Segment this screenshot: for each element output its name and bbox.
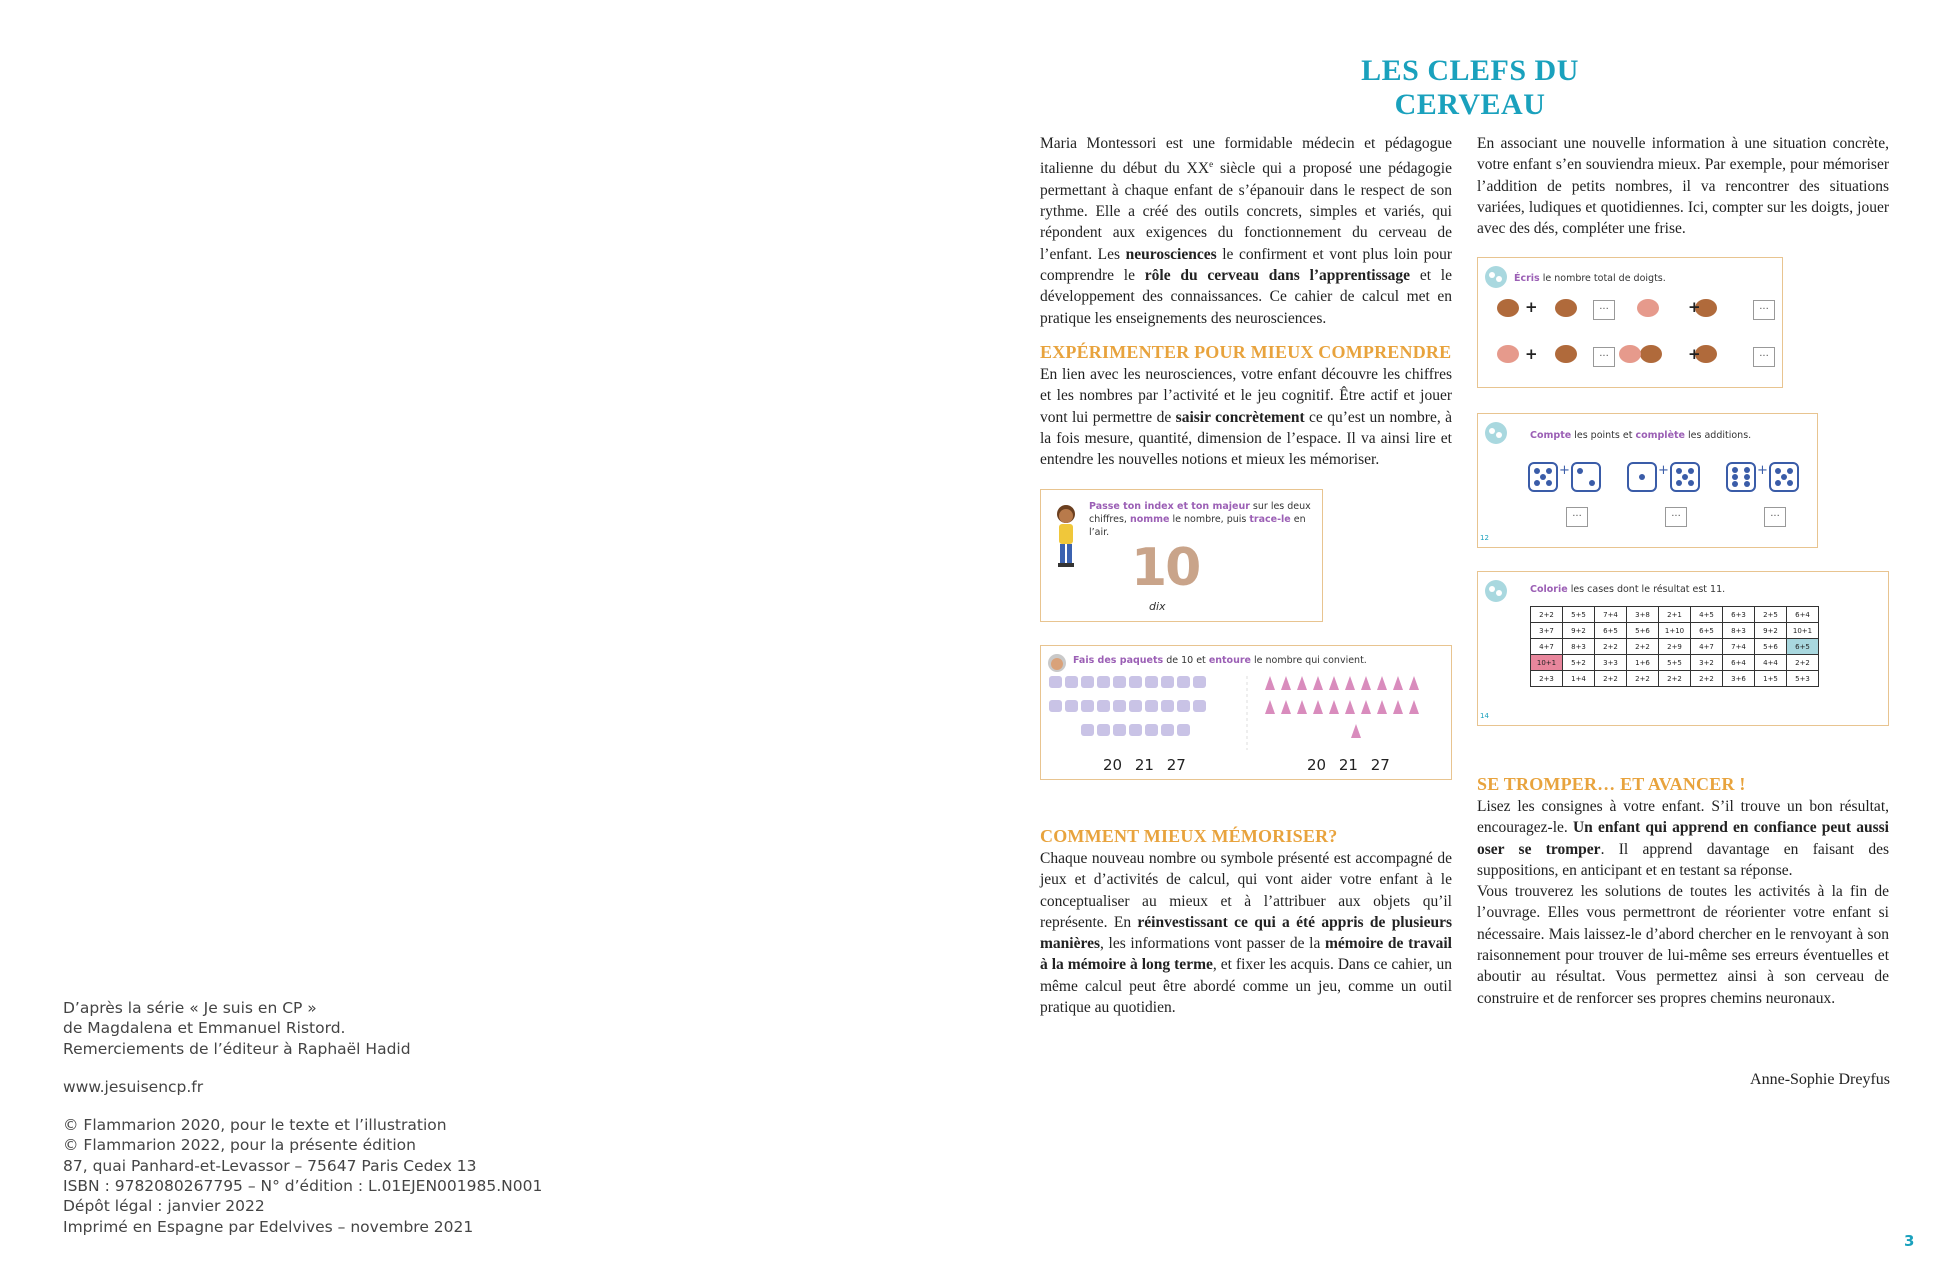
page-number: 3 — [1904, 1232, 1915, 1250]
grid-row — [1531, 639, 1819, 655]
grid-cell[interactable]: 4+7 — [1691, 639, 1723, 655]
grid-cell[interactable]: 5+3 — [1787, 671, 1819, 687]
se-tromper-text: Lisez les consignes à votre enfant. S’il trouve un bon résultat, encouragez-le. Un enfant qui apprend en confiance peut aussi oser se tromper. Il apprend davantage en faisant des suppositions, en anticipant et en testant sa réponse. Vous trouverez les solutions de toutes les activités à la fin de l’ouvrage. Elles vous permettront de réorienter votre enfant si nécessaire. Mais laissez-le d’abord chercher en le renvoyant à son raisonnement pour trouver de lui-même ses erreurs éventuelles et aboutir au résultat. Vous permettez ainsi à son cerveau de construire et de renforcer ses propres chemins neuronaux. — [1477, 798, 1889, 1007]
grid-cell[interactable]: 9+2 — [1563, 623, 1595, 639]
grid-cell[interactable]: 2+2 — [1659, 671, 1691, 687]
grid-cell[interactable]: 2+2 — [1595, 639, 1627, 655]
grid-cell[interactable]: 5+2 — [1563, 655, 1595, 671]
grid-cell[interactable]: 3+6 — [1723, 671, 1755, 687]
grid-cell[interactable]: 5+6 — [1627, 623, 1659, 639]
exercise-5-instruction: Colorie les cases dont le résultat est 11. — [1530, 584, 1726, 595]
brain-icon — [1483, 264, 1509, 290]
credits-block — [63, 998, 583, 1237]
grid-cell[interactable]: 6+5 — [1691, 623, 1723, 639]
choices-right — [1307, 756, 1390, 774]
grid-cell[interactable]: 2+2 — [1627, 671, 1659, 687]
credits-printed: Imprimé en Espagne par Edelvives – novembre 2021 — [63, 1217, 474, 1236]
grid-cell[interactable]: 8+3 — [1563, 639, 1595, 655]
column-2-intro: En associant une nouvelle information à une situation concrète, votre enfant s’en souviendra mieux. Par exemple, pour mémoriser l’addition de petits nombres, il va rencontrer des situations variées, ludiques et quotidiennes. Ici, compter sur les doigts, jouer avec des dés, compléter une frise. — [1477, 135, 1889, 238]
grid-cell[interactable]: 1+5 — [1755, 671, 1787, 687]
grid-cell[interactable]: 5+5 — [1659, 655, 1691, 671]
grid-cell[interactable]: 4+5 — [1691, 607, 1723, 623]
grid-cell[interactable]: 3+2 — [1691, 655, 1723, 671]
answer-box[interactable]: ... — [1566, 507, 1588, 527]
credits-depot: Dépôt légal : janvier 2022 — [63, 1197, 265, 1216]
answer-box[interactable]: ... — [1753, 347, 1775, 367]
exercise-1-instruction: Passe ton index et ton majeur sur les deux chiffres, nomme le nombre, puis trace-le en l’air. — [1089, 501, 1311, 538]
exercise-trace-number — [1040, 489, 1323, 622]
exercise-3-instruction: Écris le nombre total de doigts. — [1514, 273, 1666, 284]
grid-row — [1531, 623, 1819, 639]
credits-isbn: ISBN : 9782080267795 – N° d’édition : L.01EJEN001985.N001 — [63, 1177, 543, 1196]
grid-cell[interactable]: 3+8 — [1627, 607, 1659, 623]
exercise-page-number: 12 — [1480, 534, 1489, 542]
grid-cell[interactable]: 1+4 — [1563, 671, 1595, 687]
grid-cell[interactable]: 9+2 — [1755, 623, 1787, 639]
plus-sign: + — [1559, 463, 1570, 478]
grid-cell[interactable]: 5+5 — [1563, 607, 1595, 623]
brain-icon — [1483, 578, 1509, 604]
grid-cell[interactable]: 6+3 — [1723, 607, 1755, 623]
page-title: LES CLEFS DU CERVEAU — [1361, 54, 1579, 121]
grid-cell[interactable]: 2+2 — [1627, 639, 1659, 655]
choice-21-right[interactable]: 21 — [1338, 756, 1358, 774]
credits-thanks: Remerciements de l’éditeur à Raphaël Hadid — [63, 1039, 411, 1058]
heading-se-tromper: SE TROMPER… ET AVANCER ! — [1477, 774, 1746, 794]
plus-sign: + — [1525, 345, 1538, 363]
grid-cell[interactable]: 1+10 — [1659, 623, 1691, 639]
author-signature: Anne-Sophie Dreyfus — [1750, 1071, 1890, 1088]
credits-address: 87, quai Panhard-et-Levassor – 75647 Paris Cedex 13 — [63, 1156, 477, 1175]
credits-website[interactable]: www.jesuisencp.fr — [63, 1077, 204, 1096]
grid-row — [1531, 671, 1819, 687]
grid-cell[interactable]: 7+4 — [1723, 639, 1755, 655]
choice-20-left[interactable]: 20 — [1103, 756, 1123, 774]
grid-cell[interactable]: 1+6 — [1627, 655, 1659, 671]
choice-21-left[interactable]: 21 — [1134, 756, 1154, 774]
grid-cell[interactable]: 3+3 — [1595, 655, 1627, 671]
grid-cell[interactable]: 4+7 — [1531, 639, 1563, 655]
grid-row — [1531, 655, 1819, 671]
grid-cell[interactable]: 6+5 — [1595, 623, 1627, 639]
credits-series: D’après la série « Je suis en CP » — [63, 999, 317, 1017]
memoriser-text: Chaque nouveau nombre ou symbole présenté est accompagné de jeux et d’activités de calcul, qui vont aider votre enfant à le conceptualiser au mieux et à l’attribuer aux objets qu’il représente. En réinvestissant ce qui a été appris de plusieurs manières, les informations vont passer de la mémoire de travail à la mémoire à long terme, et fixer les acquis. Dans ce cahier, un même calcul peut être abordé comme un jeu, comme un outil pratique au quotidien. — [1040, 850, 1452, 1017]
answer-box[interactable]: ... — [1764, 507, 1786, 527]
experimenter-text: En lien avec les neurosciences, votre enfant découvre les chiffres et les nombres par l’activité et le jeu cognitif. Être actif et jouer vont lui permettre de saisir concrètement ce qu’est un nombre, à la fois mesure, quantité, dimension de l’espace. Il va ainsi lire et entendre les nouvelles notions et mieux les mémoriser. — [1040, 366, 1453, 469]
child-figure-icon — [1047, 502, 1085, 572]
grid-cell[interactable]: 4+4 — [1755, 655, 1787, 671]
grid-cell[interactable]: 7+4 — [1595, 607, 1627, 623]
grid-cell[interactable]: 10+1 — [1787, 623, 1819, 639]
grid-cell[interactable]: 10+1 — [1531, 655, 1563, 671]
grid-cell[interactable]: 2+9 — [1659, 639, 1691, 655]
exercise-4-instruction: Compte les points et complète les additions. — [1530, 430, 1752, 441]
choice-20-right[interactable]: 20 — [1307, 756, 1327, 774]
grid-cell[interactable]: 8+3 — [1723, 623, 1755, 639]
grid-cell[interactable]: 6+4 — [1723, 655, 1755, 671]
grid-cell[interactable]: 2+2 — [1691, 671, 1723, 687]
plus-sign: + — [1757, 463, 1768, 478]
number-word: dix — [1149, 600, 1166, 613]
grid-cell[interactable]: 2+2 — [1787, 655, 1819, 671]
exercise-color-grid — [1477, 571, 1889, 726]
plus-sign: + — [1688, 345, 1701, 363]
answer-box[interactable]: ... — [1753, 300, 1775, 320]
grid-cell[interactable]: 2+2 — [1595, 671, 1627, 687]
addition-grid — [1530, 606, 1819, 687]
grid-cell[interactable]: 6+5 — [1787, 639, 1819, 655]
bundles-illustration — [1045, 674, 1449, 754]
choice-27-right[interactable]: 27 — [1370, 756, 1390, 774]
grid-cell[interactable]: 2+3 — [1531, 671, 1563, 687]
grid-row — [1531, 607, 1819, 623]
column-1-intro — [1040, 133, 1452, 329]
grid-cell[interactable]: 2+2 — [1531, 607, 1563, 623]
large-number-10: 10 — [1131, 538, 1200, 598]
brain-icon — [1483, 420, 1509, 446]
exercise-fingers — [1477, 257, 1783, 388]
answer-box[interactable]: ... — [1665, 507, 1687, 527]
plus-sign: + — [1658, 463, 1669, 478]
credits-copyright-1: © Flammarion 2020, pour le texte et l’illustration — [63, 1116, 447, 1135]
choices-left — [1103, 756, 1186, 774]
mascot-icon — [1045, 650, 1069, 674]
credits-copyright-2: © Flammarion 2022, pour la présente édition — [63, 1136, 416, 1155]
credits-authors: de Magdalena et Emmanuel Ristord. — [63, 1019, 346, 1038]
plus-sign: + — [1525, 298, 1538, 316]
grid-cell[interactable]: 6+4 — [1787, 607, 1819, 623]
exercise-2-instruction: Fais des paquets de 10 et entoure le nombre qui convient. — [1073, 655, 1367, 666]
grid-cell[interactable]: 2+5 — [1755, 607, 1787, 623]
grid-cell[interactable]: 2+1 — [1659, 607, 1691, 623]
grid-cell[interactable]: 3+7 — [1531, 623, 1563, 639]
plus-sign: + — [1688, 298, 1701, 316]
exercise-bundles — [1040, 645, 1452, 780]
heading-experimenter: EXPÉRIMENTER POUR MIEUX COMPRENDRE — [1040, 342, 1452, 362]
answer-box[interactable]: ... — [1593, 347, 1615, 367]
answer-box[interactable]: ... — [1593, 300, 1615, 320]
intro-paragraph: Maria Montessori est une formidable médecin et pédagogue italienne du début du XXe siècle qui a proposé une pédagogie permettant à chaque enfant de s’épanouir dans le respect de son rythme. Elle a créé des outils concrets, simples et variés, qui répondent aux exigences du fonctionnement du cerveau de l’enfant. Les neurosciences le confirment et vont plus loin pour comprendre le rôle du cerveau dans l’apprentissage et le développement des connaissances. Ce cahier de calcul met en pratique les enseignements des neurosciences. — [1040, 135, 1452, 327]
grid-cell[interactable]: 5+6 — [1755, 639, 1787, 655]
exercise-dice — [1477, 413, 1818, 548]
choice-27-left[interactable]: 27 — [1166, 756, 1186, 774]
heading-memoriser: COMMENT MIEUX MÉMORISER? — [1040, 826, 1338, 846]
exercise-page-number: 14 — [1480, 712, 1489, 720]
